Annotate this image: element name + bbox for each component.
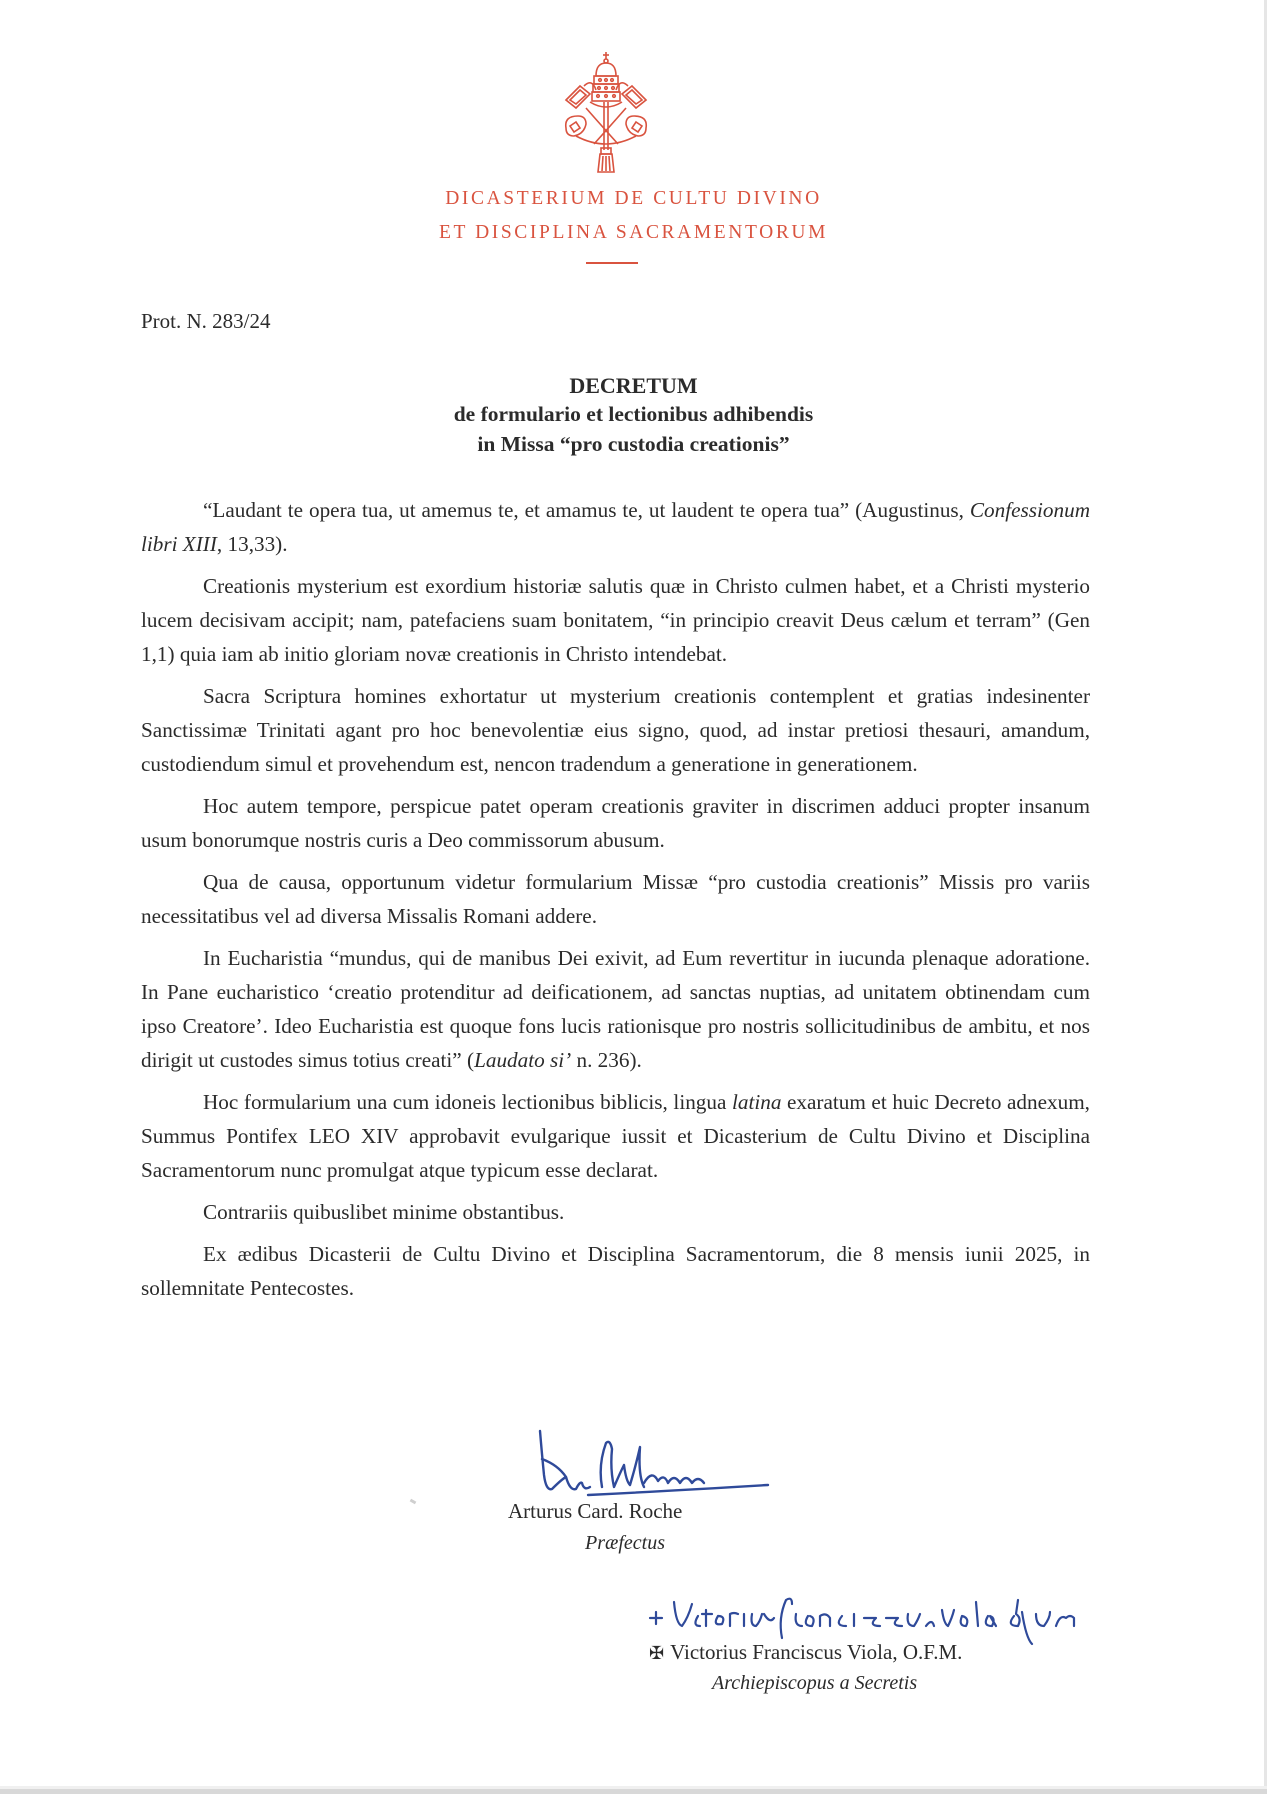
page-edge — [0, 1789, 1267, 1794]
signatory-name-text: Victorius Franciscus Viola, O.F.M. — [670, 1640, 963, 1664]
signatory-role: Præfectus — [585, 1532, 665, 1554]
text: exaratum et huic Decreto adnexum, Summus Pontifex LEO XIV approbavit evulgarique iussit et Dicasterium de Cultu Divino et Disciplina Sacramentorum nunc promulgat atque typicum esse declarat. — [141, 1090, 1090, 1182]
paragraph — [141, 1085, 1090, 1187]
text: “Laudant te opera tua, ut amemus te, et amamus te, ut laudent te opera tua” (Augustinus, — [203, 498, 970, 522]
paragraph — [141, 941, 1090, 1077]
protocol-number: Prot. N. 283/24 — [141, 309, 271, 333]
papal-coat-of-arms-icon — [556, 50, 656, 175]
signatory-role: Archiepiscopus a Secretis — [712, 1672, 918, 1694]
text: , 13,33). — [216, 532, 288, 556]
document-subtitle-line-1: de formulario et lectionibus adhibendis — [453, 402, 814, 426]
paragraph-quote — [141, 493, 1090, 561]
citation-title: Confessionum libri XIII — [141, 498, 1090, 556]
paragraph: Contrariis quibuslibet minime obstantibus. — [203, 1200, 565, 1224]
letterhead-line-2: ET DISCIPLINA SACRAMENTORUM — [438, 222, 829, 243]
text: Hoc formularium una cum idoneis lectionibus biblicis, lingua — [203, 1090, 732, 1114]
document-title: DECRETUM — [569, 373, 698, 398]
episcopal-cross-icon: ✠ — [649, 1643, 665, 1663]
letterhead-line-1: DICASTERIUM DE CULTU DIVINO — [445, 188, 822, 209]
signatory-name — [649, 1640, 962, 1665]
paragraph-dateline: Ex ædibus Dicasterii de Cultu Divino et Disciplina Sacramentorum, die 8 mensis iunii 2025, in sollemnitate Pentecostes. — [141, 1242, 1090, 1300]
document-subtitle-line-2: in Missa “pro custodia creationis” — [477, 432, 790, 456]
decree-body — [141, 493, 1090, 1313]
paragraph: Hoc autem tempore, perspicue patet operam creationis graviter in discrimen adduci propter insanum usum bonorumque nostris curis a Deo commissorum abusum. — [141, 794, 1090, 852]
emphasis: latina — [731, 1090, 782, 1114]
paragraph: Sacra Scriptura homines exhortatur ut mysterium creationis contemplent et gratias indesinenter Sanctissimæ Trinitati agant pro hoc benevolentiæ eius signo, quod, ad instar pretiosi thesauri, amandum, custodiendum simul et provehendum est, nencon tradendum a generatione in generationem. — [141, 684, 1090, 776]
text: n. 236). — [571, 1048, 642, 1072]
text: In Eucharistia “mundus, qui de manibus Dei exivit, ad Eum revertitur in iucunda plenaque adoratione. In Pane eucharistico ‘creatio protenditur ad deificationem, ad sanctas nuptias, ad unitatem obtinendam cum ipso Creatore’. Ideo Eucharistia est quoque fons lucis rationisque pro nostris sollicitudinibus de ambitu, et nos dirigit ut custodes simus totius creati” ( — [141, 946, 1090, 1072]
letterhead-divider — [586, 262, 638, 264]
signature-viola — [646, 1588, 1106, 1648]
paragraph: Qua de causa, opportunum videtur formularium Missæ “pro custodia creationis” Missis pro variis necessitatibus vel ad diversa Missalis Romani addere. — [141, 870, 1090, 928]
paragraph: Creationis mysterium est exordium historiæ salutis quæ in Christo culmen habet, et a Christi mysterio lucem decisivam accipit; nam, patefaciens suam bonitatem, “in principio creavit Deus cælum et terram” (Gen 1,1) quia iam ab initio gloriam novæ creationis in Christo intendebat. — [141, 574, 1090, 666]
scan-artifact — [410, 1499, 417, 1505]
signature-roche — [528, 1425, 778, 1505]
citation-title: Laudato si’ — [474, 1048, 572, 1072]
signatory-name: Arturus Card. Roche — [508, 1499, 683, 1523]
